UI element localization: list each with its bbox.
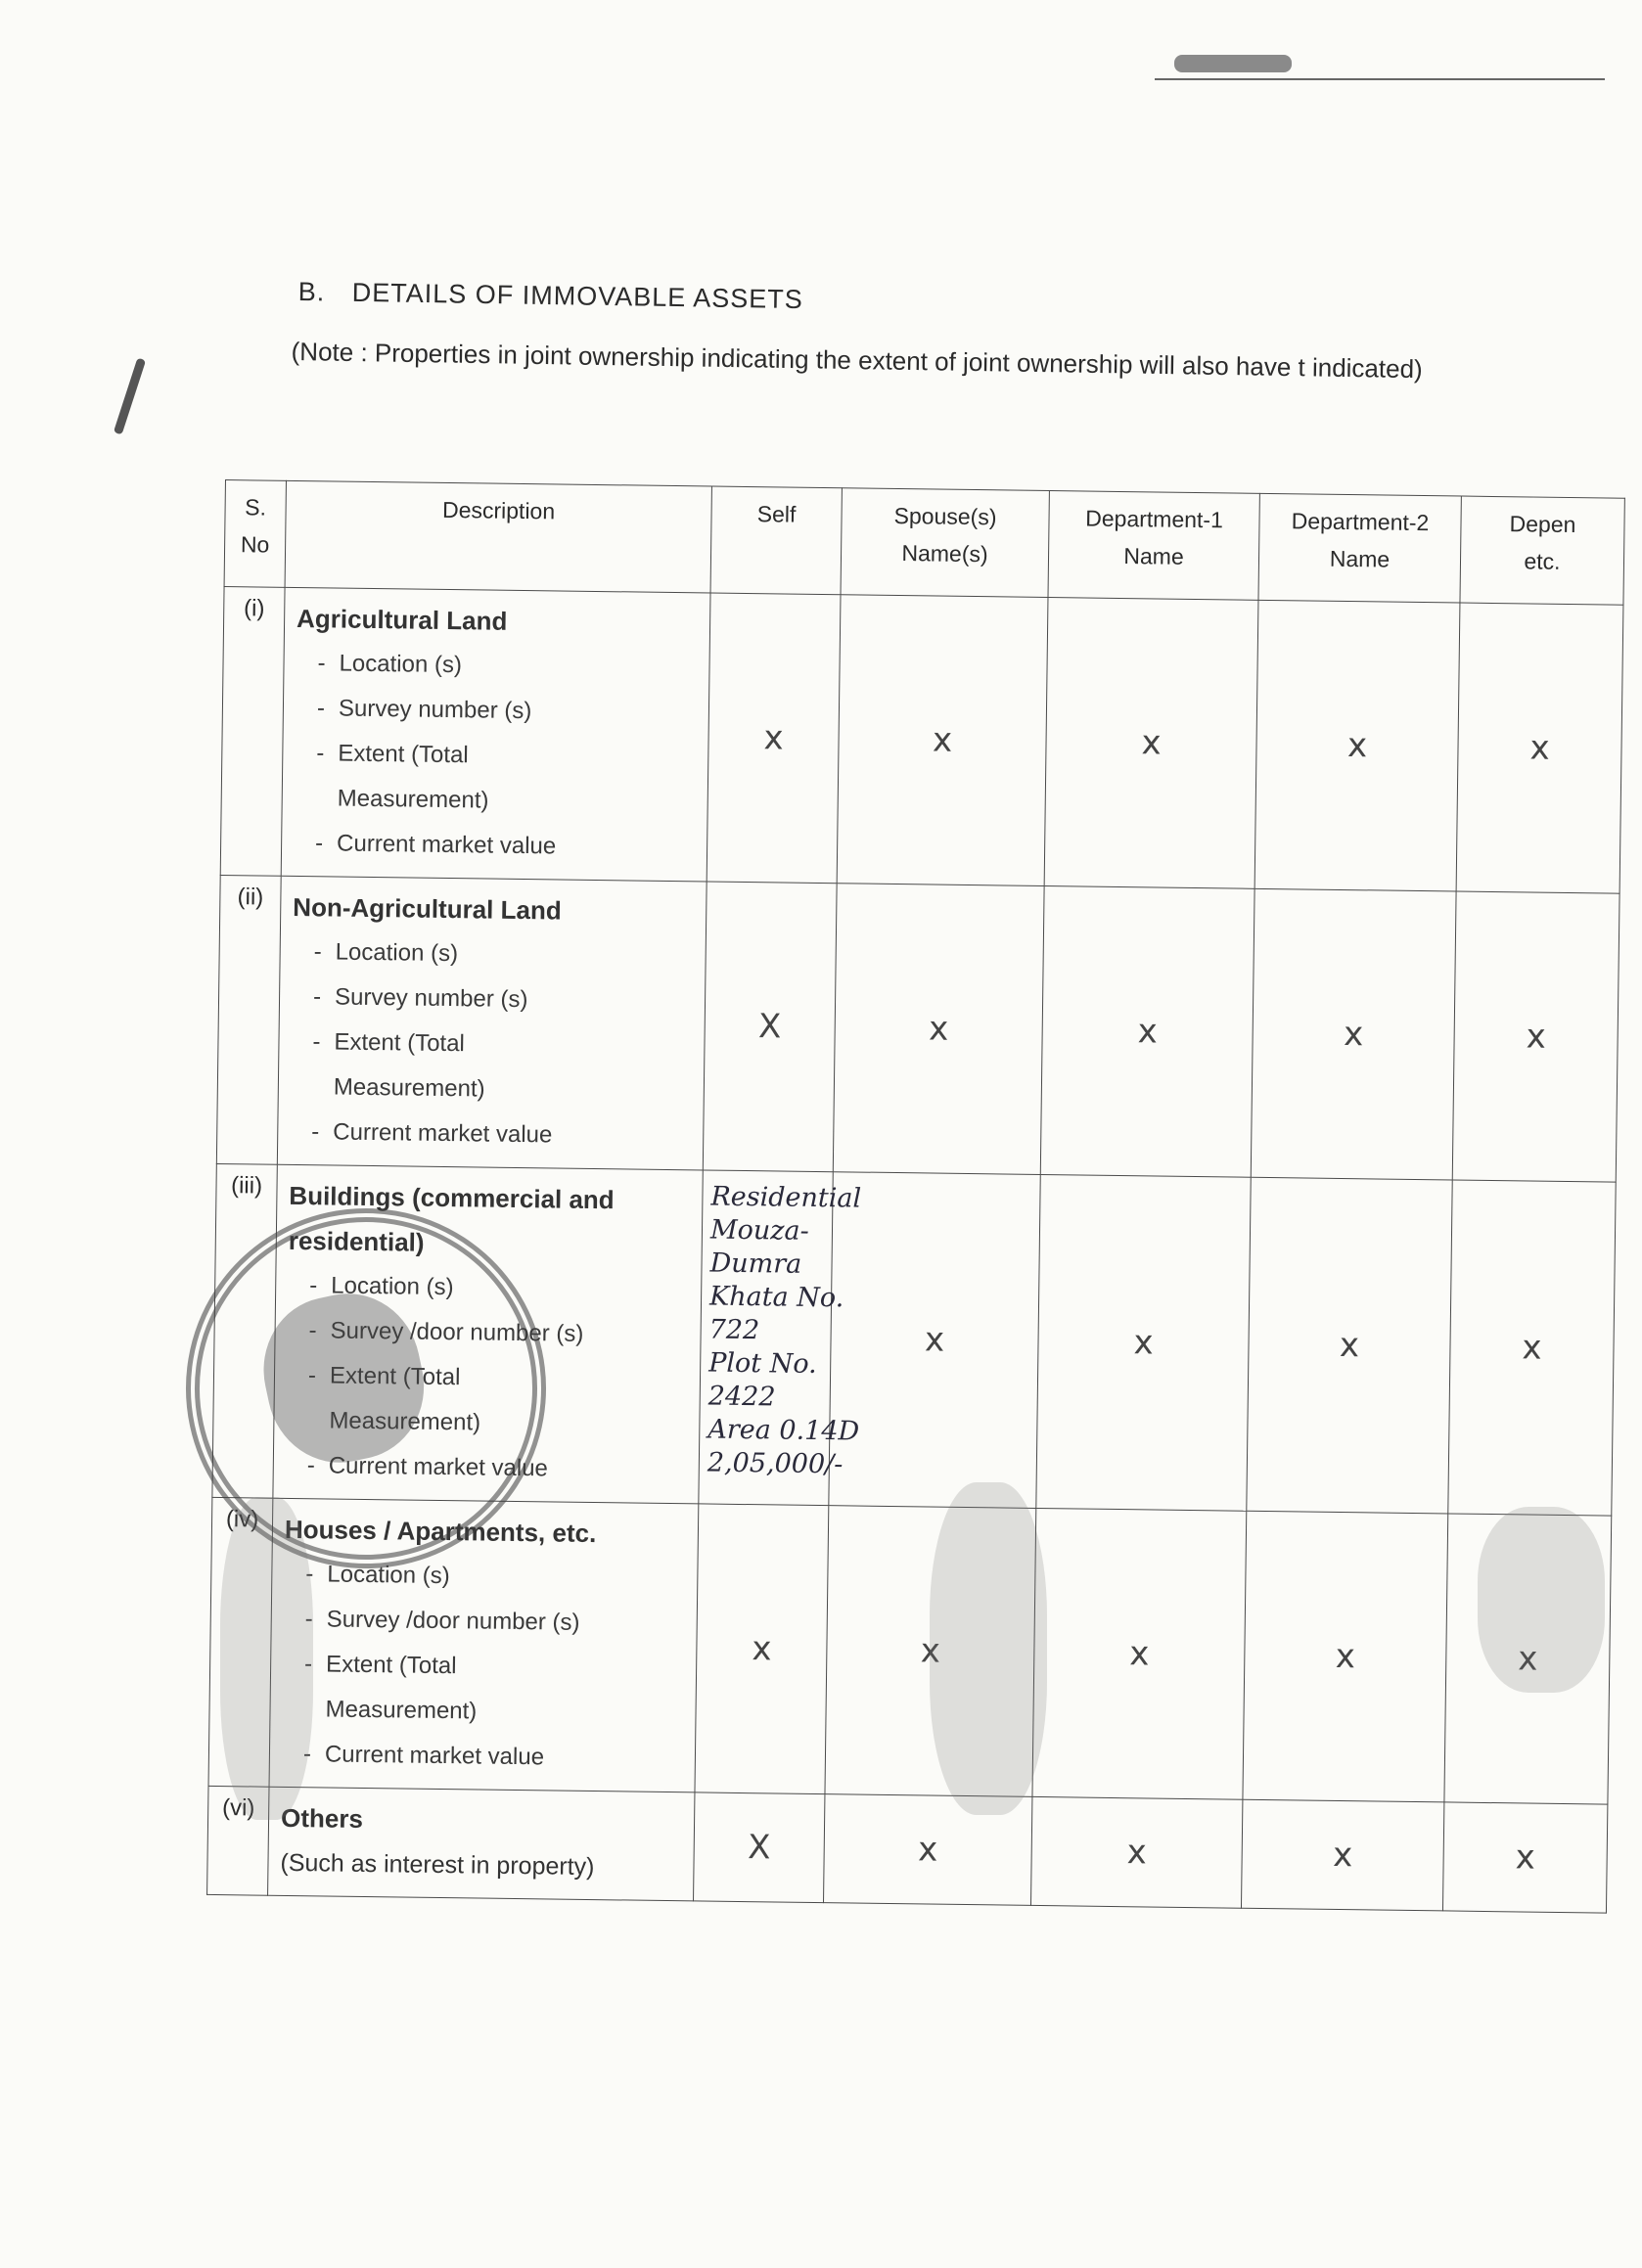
ink-smudge [220, 1497, 313, 1820]
header-department-2 [1258, 493, 1461, 603]
cell-dependent-mark: x [1452, 891, 1619, 1182]
row-title: Non-Agricultural Land [293, 891, 562, 926]
handwritten-line: Khata No. [708, 1281, 844, 1314]
row-description [277, 876, 707, 1170]
header-description: Description [285, 480, 711, 593]
table-row [220, 586, 1623, 893]
header-self: Self [710, 486, 842, 595]
handwritten-line: Plot No. [708, 1347, 817, 1380]
cell-dept1-mark: x [1032, 1508, 1247, 1799]
cell-spouse-mark: x [825, 1506, 1036, 1797]
cell-self-mark: x [695, 1504, 829, 1794]
cell-dept1-mark: x [1036, 1174, 1251, 1511]
handwritten-line: 2,05,000/- [707, 1447, 844, 1480]
cell-dept2-mark: x [1251, 888, 1456, 1180]
cell-self-mark: X [703, 882, 837, 1172]
header-dependent [1460, 496, 1624, 605]
cell-spouse-mark: x [824, 1794, 1032, 1906]
cell-dept2-mark: x [1243, 1511, 1448, 1802]
row-item: - Current market value [311, 1118, 553, 1149]
row-title: Agricultural Land [296, 603, 508, 636]
row-item: Measurement) [325, 1696, 478, 1725]
ink-blob [1174, 55, 1292, 72]
cell-self-handwritten [699, 1170, 862, 1506]
row-item: - Location (s) [309, 1272, 454, 1301]
row-sno: (iv) [208, 1497, 273, 1787]
row-item: Measurement) [333, 1073, 485, 1103]
row-description [268, 1787, 695, 1901]
row-item: - Survey /door number (s) [308, 1317, 584, 1347]
row-item: - Extent (Total [316, 740, 469, 769]
header-dept1-line1: Department-1 [1085, 505, 1224, 533]
handwritten-line: Residential [710, 1181, 862, 1214]
row-item: - Extent (Total [303, 1651, 457, 1680]
row-item: - Location (s) [317, 650, 463, 679]
immovable-assets-table [206, 479, 1625, 1914]
row-item: - Location (s) [313, 938, 459, 968]
header-sno-line1: S. [245, 494, 267, 521]
section-heading [298, 277, 804, 315]
row-item: - Current market value [306, 1452, 549, 1482]
header-dep-line1: Depen [1509, 511, 1576, 538]
row-item: - Current market value [302, 1741, 545, 1771]
handwritten-line: Area 0.14D [707, 1414, 860, 1447]
row-item: - Survey /door number (s) [304, 1606, 580, 1636]
ink-smudge [1478, 1507, 1605, 1693]
assets-table-wrapper [206, 479, 1634, 1914]
header-department-1 [1048, 491, 1259, 601]
section-title: DETAILS OF IMMOVABLE ASSETS [351, 277, 804, 315]
cell-dept2-mark: x [1247, 1177, 1452, 1514]
row-item: - Survey number (s) [316, 695, 532, 725]
row-title: Houses / Apartments, etc. [284, 1514, 597, 1549]
cell-dept1-mark: x [1044, 598, 1258, 889]
row-item: Measurement) [337, 785, 489, 814]
table-header-row [224, 480, 1624, 606]
cell-self-mark: X [694, 1792, 825, 1903]
cell-dependent-mark: x [1456, 603, 1623, 893]
row-item: Measurement) [329, 1407, 481, 1436]
row-title: Buildings (commercial and residential) [288, 1180, 615, 1257]
top-scribble-mark [1155, 49, 1605, 80]
table-row [207, 1786, 1608, 1913]
cell-dependent-mark: x [1442, 1802, 1607, 1913]
header-dep-line2: etc. [1524, 548, 1561, 574]
row-item: - Current market value [314, 830, 557, 860]
row-item: - Extent (Total [307, 1362, 461, 1391]
cell-dept1-mark: x [1040, 885, 1254, 1177]
header-spouse-line2: Name(s) [901, 540, 988, 567]
header-spouse [841, 488, 1049, 598]
section-note: (Note : Properties in joint ownership indicating the extent of joint ownership will also have t indicated) [291, 336, 1423, 385]
header-dept2-line1: Department-2 [1291, 508, 1430, 536]
header-spouse-line1: Spouse(s) [893, 502, 997, 530]
cell-dept1-mark: x [1030, 1796, 1242, 1908]
ink-smudge [930, 1482, 1047, 1815]
cell-dependent-mark: x [1444, 1514, 1612, 1804]
header-dept1-line2: Name [1123, 543, 1184, 569]
header-sno [224, 480, 286, 588]
row-sno: (iii) [212, 1163, 277, 1498]
handwritten-line: 2422 [707, 1381, 776, 1413]
section-letter: B. [297, 277, 326, 307]
row-sno: (ii) [216, 875, 281, 1164]
header-sno-line2: No [240, 531, 270, 558]
cell-dept2-mark: x [1241, 1799, 1443, 1911]
handwritten-line: Dumra [709, 1247, 802, 1280]
row-sno: (i) [220, 586, 285, 876]
row-title: Others [280, 1802, 364, 1834]
cell-dependent-mark: x [1448, 1180, 1616, 1516]
row-note: (Such as interest in property) [280, 1848, 595, 1882]
cell-dept2-mark: x [1254, 600, 1460, 891]
header-dept2-line2: Name [1329, 545, 1391, 572]
cell-spouse-mark: x [829, 1172, 1040, 1509]
table-row [216, 875, 1619, 1182]
row-description [281, 587, 710, 882]
cell-self-mark: x [707, 593, 841, 884]
row-item: - Survey number (s) [312, 983, 528, 1014]
cell-spouse-mark: x [833, 884, 1044, 1175]
margin-pen-mark [114, 358, 146, 435]
seal-core [250, 1281, 437, 1476]
row-sno: (vi) [207, 1786, 269, 1895]
row-item: - Location (s) [305, 1561, 450, 1590]
row-item: - Extent (Total [312, 1028, 466, 1058]
handwritten-line: Mouza- [709, 1214, 809, 1247]
handwritten-line: 722 [708, 1314, 760, 1346]
cell-spouse-mark: x [837, 595, 1048, 886]
